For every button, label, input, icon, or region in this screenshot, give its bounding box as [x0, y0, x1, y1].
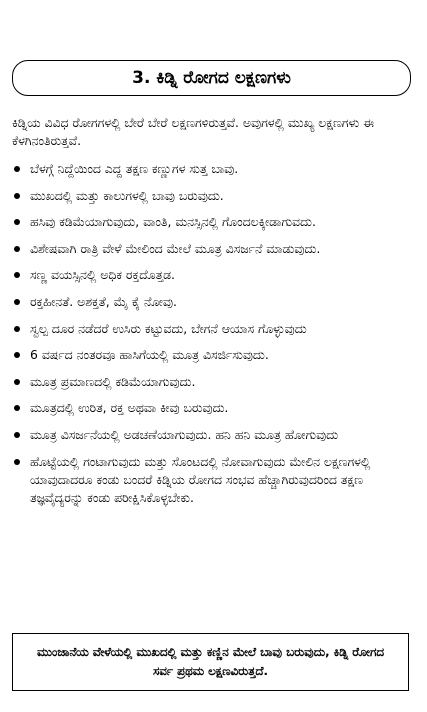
- symptom-item: [12, 346, 418, 364]
- bullet-icon: [14, 166, 20, 172]
- symptom-text: ಮುಖದಲ್ಲಿ ಮತ್ತು ಕಾಲುಗಳಲ್ಲಿ ಬಾವು ಬರುವುದು.: [30, 187, 224, 203]
- symptom-text: ಬೆಳಗ್ಗೆ ನಿದ್ದೆಯಿಂದ ಎದ್ದ ತಕ್ಷಣ ಕಣ್ಣುಗಳ ಸುತ್ತ ಬಾವು.: [30, 161, 239, 176]
- highlight-note-text: ಮುಂಜಾನೆಯ ವೇಳೆಯಲ್ಲಿ ಮುಖದಲ್ಲಿ ಮತ್ತು ಕಣ್ಣಿನ ಮೇಲೆ ಬಾವು ಬರುವುದು, ಕಿಡ್ನಿ ರೋಗದ ಸರ್ವ ಪ್ರಥಮ ಲಕ್ಷಣವಿರುತ್ತದೆ.: [37, 645, 384, 678]
- symptom-item: [12, 187, 418, 205]
- bullet-icon: [14, 193, 20, 199]
- bullet-icon: [14, 352, 20, 358]
- symptom-list: [12, 160, 418, 515]
- symptom-text: 6 ವರ್ಷದ ನಂತರವೂ ಹಾಸಿಗೆಯಲ್ಲಿ ಮೂತ್ರ ವಿಸರ್ಜಿಸುವುದು.: [30, 347, 269, 363]
- symptom-item: [12, 293, 418, 311]
- section-title: 3. ಕಿಡ್ನಿ ರೋಗದ ಲಕ್ಷಣಗಳು: [132, 68, 291, 88]
- symptom-text: ವಿಶೇಷವಾಗಿ ರಾತ್ರಿ ವೇಳೆ ಮೇಲಿಂದ ಮೇಲೆ ಮೂತ್ರ ವಿಸರ್ಜನೆ ಮಾಡುವುದು.: [30, 240, 321, 256]
- intro-paragraph: ಕಿಡ್ನಿಯ ವಿವಿಧ ರೋಗಗಳಲ್ಲಿ ಬೇರೆ ಬೇರೆ ಲಕ್ಷಣಗಳಿರುತ್ತವೆ. ಅವುಗಳಲ್ಲಿ ಮುಖ್ಯ ಲಕ್ಷಣಗಳು ಈ ಕೆಳಗಿನಂತಿರುತ್ತವೆ.: [12, 115, 374, 148]
- bullet-icon: [14, 459, 20, 465]
- symptom-text: ರಕ್ತಹೀನತೆ. ಅಶಕ್ತತೆ, ಮೈ ಕೈ ನೋವು.: [30, 293, 177, 309]
- symptom-item: [12, 240, 418, 258]
- symptom-item: [12, 213, 418, 231]
- symptom-text: ಸ್ವಲ್ಪ ದೂರ ನಡೆದರೆ ಉಸಿರು ಕಟ್ಟುವದು, ಬೇಗನೆ ಆಯಾಸ ಗೊಳ್ಳುವುದು: [30, 320, 307, 336]
- symptom-text: ಮೂತ್ರದಲ್ಲಿ ಉರಿತ, ರಕ್ತ ಅಥವಾ ಕೀವು ಬರುವುದು.: [30, 400, 229, 416]
- symptom-item: [12, 426, 418, 444]
- symptom-text: ಮೂತ್ರ ವಿಸರ್ಜನೆಯಲ್ಲಿ ಅಡಚಣೆಯಾಗುವುದು. ಹನಿ ಹನಿ ಮೂತ್ರ ಹೋಗುವುದು: [30, 426, 339, 442]
- bullet-icon: [14, 379, 20, 385]
- bullet-icon: [14, 326, 20, 332]
- symptom-text: ಮೂತ್ರ ಪ್ರಮಾಣದಲ್ಲಿ ಕಡಿಮೆಯಾಗುವುದು.: [30, 373, 196, 389]
- symptom-text: ಹಸಿವು ಕಡಿಮೆಯಾಗುವುದು, ವಾಂತಿ, ಮನಸ್ಸಿನಲ್ಲಿ ಗೊಂದಲಕ್ಕೀಡಾಗುವದು.: [30, 214, 316, 230]
- symptom-item: [12, 453, 418, 507]
- symptom-item: [12, 160, 418, 178]
- symptom-item: [12, 399, 418, 417]
- highlight-note-box: [12, 633, 409, 691]
- symptom-item: [12, 320, 418, 338]
- bullet-icon: [14, 432, 20, 438]
- symptom-item: [12, 373, 418, 391]
- bullet-icon: [14, 246, 20, 252]
- bullet-icon: [14, 272, 20, 278]
- symptom-text: ಹೊಟ್ಟೆಯಲ್ಲಿ ಗಂಟಾಗುವುದು ಮತ್ತು ಸೊಂಟದಲ್ಲಿ ನೋವಾಗುವುದು ಮೇಲಿನ ಲಕ್ಷಣಗಳಲ್ಲಿ ಯಾವುದಾದರೂ ಕಂಡು ಬಂದರೆ ಕಿಡ್ನಿಯ ರೋಗದ ಸಂಭವ ಹೆಚ್ಚಾಗಿರುವುದರಿಂದ ತಕ್ಷಣ ತಜ್ಞವೈದ್ಯರನ್ನು ಕಂಡು ಪರೀಕ್ಷಿಸಿಕೊಳ್ಳಬೇಕು.: [30, 453, 371, 505]
- symptom-item: [12, 266, 418, 284]
- bullet-icon: [14, 219, 20, 225]
- section-title-box: [12, 60, 411, 96]
- bullet-icon: [14, 299, 20, 305]
- bullet-icon: [14, 405, 20, 411]
- symptom-text: ಸಣ್ಣ ವಯಸ್ಸಿನಲ್ಲಿ ಅಧಿಕ ರಕ್ತದೊತ್ತಡ.: [30, 267, 175, 283]
